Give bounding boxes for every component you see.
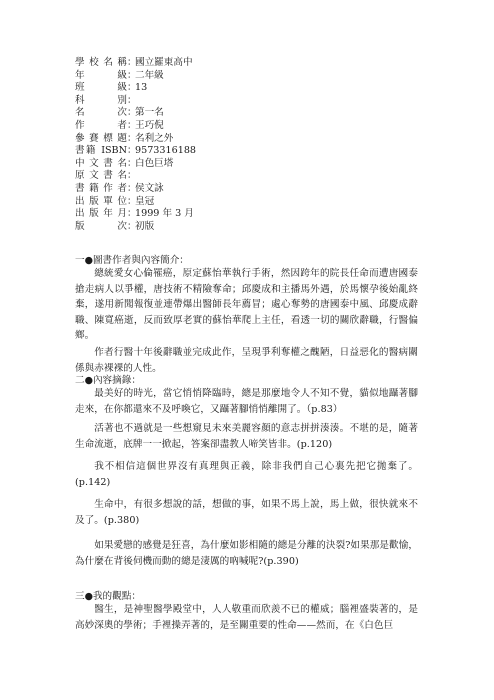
metadata-colon: ： — [127, 220, 137, 232]
metadata-label: 出版單位 — [75, 195, 127, 207]
section-heading-excerpts: 二●內容摘錄： — [75, 375, 141, 386]
metadata-value: 王巧倪 — [135, 119, 164, 131]
metadata-colon: ： — [127, 208, 137, 220]
metadata-row — [75, 57, 196, 70]
metadata-label: 作者 — [75, 119, 127, 131]
excerpt-4: 生命中，有很多想說的話，想做的事，如果不馬上說，馬上做，很快就來不及了。(p.380) — [75, 499, 418, 526]
metadata-value: 侯文詠 — [135, 182, 164, 194]
metadata-colon: ： — [127, 195, 137, 207]
metadata-row — [75, 170, 196, 183]
section-heading-opinion: 三●我的觀點： — [75, 591, 141, 602]
opinion-paragraph: 醫生，是神聖醫學殿堂中，人人敬重而欣羨不已的權威；腦裡盛裝著的，是高妙深奧的學術；手裡操弄著的，是至關重要的性命——然而，在《白色巨 — [75, 604, 418, 631]
metadata-row — [75, 221, 196, 234]
metadata-colon: ： — [127, 145, 137, 157]
summary-paragraph: 總統愛女心倫罹癌，原定蘇怡華執行手術，然因跨年的院長任命而遭唐國泰搶走病人以爭權，唐技術不精險奪命；邱慶成和主播馬外遇，於馬懷孕後始亂終棄，遂用新聞報復並連帶爆出醫師長年薦冒；處心奪勢的唐國泰中風、邱慶成辭職、陳寬癌逝，反而致厚老實的蘇怡華爬上主任，看透一切的關欣辭職，行醫偏鄉。 — [75, 268, 418, 342]
metadata-row — [75, 95, 196, 108]
excerpt-5: 如果愛戀的感覺是狂喜，為什麼如影相隨的總是分離的決裂?如果那是歡愉，為什麼在背後伺機而動的總是淒厲的吶喊呢?(p.390) — [75, 540, 418, 567]
metadata-label: 名次 — [75, 107, 127, 119]
metadata-colon: ： — [127, 107, 137, 119]
excerpt-2: 活著也不過就是一些想窺見未來美麗容顏的意志拼拼湊湊。不堪的是，隨著生命流逝，底牌一一掀起，答案卻盡教人啼笑皆非。(p.120) — [75, 423, 418, 450]
metadata-label: 版次 — [75, 220, 127, 232]
metadata-colon: ： — [127, 170, 137, 182]
metadata-label: 書籍 ISBN — [75, 145, 127, 157]
metadata-value: 二年級 — [135, 69, 164, 81]
metadata-colon: ： — [127, 157, 137, 169]
metadata-value: 國立羅東高中 — [135, 57, 193, 68]
metadata-value: 名利之外 — [135, 132, 174, 144]
metadata-colon: ： — [127, 82, 137, 94]
metadata-colon: ： — [127, 69, 137, 81]
metadata-row — [75, 82, 196, 95]
metadata-value: 白色巨塔 — [135, 157, 174, 169]
metadata-row — [75, 196, 196, 209]
metadata-label: 書籍作者 — [75, 182, 127, 194]
metadata-colon: ： — [127, 94, 137, 106]
metadata-row — [75, 158, 196, 171]
metadata-colon: ： — [127, 132, 137, 144]
metadata-value: 皇冠 — [135, 195, 155, 207]
metadata-value: 9573316188 — [135, 145, 197, 157]
metadata-label: 學校名稱 — [75, 57, 127, 68]
metadata-row — [75, 183, 196, 196]
metadata-label: 科別 — [75, 94, 127, 106]
metadata-label: 出版年月 — [75, 208, 127, 220]
metadata-row — [75, 107, 196, 120]
metadata-label: 年級 — [75, 69, 127, 81]
excerpt-1: 最美好的時光，當它悄悄降臨時，總是那麼地令人不知不覺，貓似地躡著腳走來，在你都還來不及呼喚它，又躡著腳悄悄離開了。（p.83） — [75, 388, 418, 415]
section-heading-summary: 一●圖書作者與內容簡介： — [75, 255, 189, 266]
metadata-label: 中文書名 — [75, 157, 127, 169]
metadata-row — [75, 133, 196, 146]
metadata-block — [75, 57, 196, 233]
metadata-colon: ： — [127, 182, 137, 194]
author-paragraph: 作者行醫十年後辭職並完成此作，呈現爭利奪權之醜陋，日益惡化的醫病關係與赤裸裸的人性。 — [75, 347, 418, 374]
excerpt-3: 我不相信這個世界沒有真理與正義，除非我們自己心裏先把它拋棄了。(p.142) — [75, 461, 418, 488]
metadata-label: 參賽標題 — [75, 132, 127, 144]
metadata-label: 班級 — [75, 82, 127, 94]
metadata-value: 初版 — [135, 220, 155, 232]
metadata-value: 第一名 — [135, 107, 164, 119]
metadata-value: 1999 年 3 月 — [135, 208, 194, 220]
metadata-row — [75, 70, 196, 83]
metadata-value: 13 — [135, 82, 148, 94]
metadata-label: 原文書名 — [75, 170, 127, 182]
metadata-row — [75, 145, 196, 158]
metadata-colon: ： — [127, 57, 137, 68]
metadata-row — [75, 208, 196, 221]
metadata-row — [75, 120, 196, 133]
metadata-colon: ： — [127, 119, 137, 131]
